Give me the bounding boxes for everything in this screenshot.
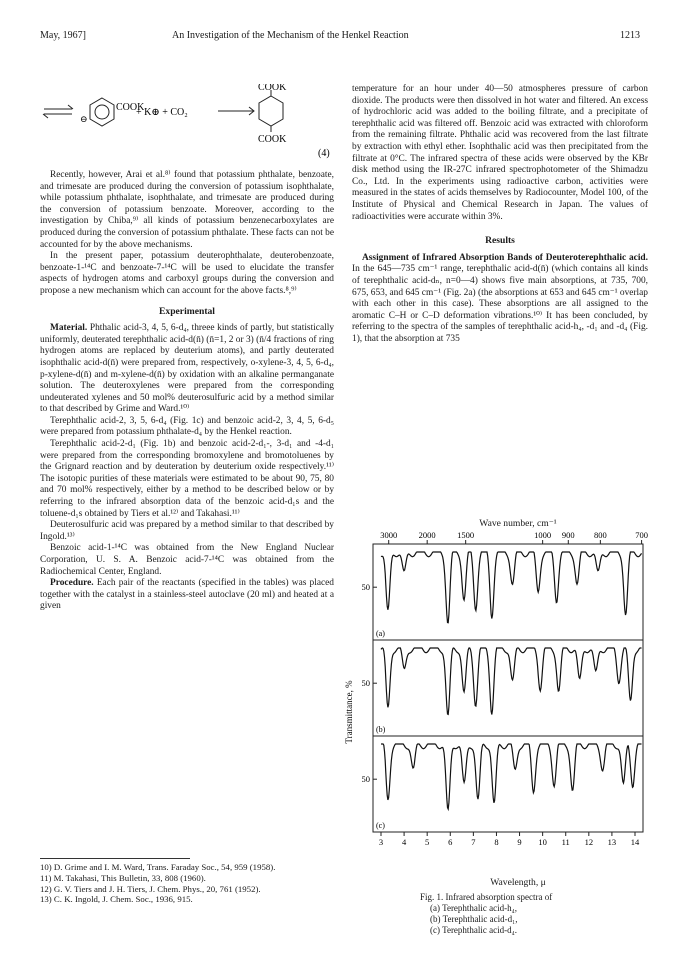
bottom-tick-label: 13 [607,837,617,847]
bottom-tick-label: 11 [561,837,570,847]
reference-item: 13) C. K. Ingold, J. Chem. Soc., 1936, 915. [40,894,193,905]
material-paragraph-3: Terephthalic acid-2-d₁ (Fig. 1b) and benzoic acid-2-d₁-, 3-d₁ and -4-d₁ were prepared from the corresponding bromoxylene and bromotoluenes by the Grignard reaction and by deuteration by deuterium oxide respectively.¹¹⁾ The isotopic purities of these materials were estimated to be about 90, 75, 80 and 70 mol% respectively, either by a method to be described below or by referring to the infrared absorption data of the benzoic acid-d₁s and the toluene-d₁s obtained by Tiers et al.¹²⁾ and Takahasi.¹¹⁾ [40,439,334,519]
sub-bottom-cook: COOK [258,134,287,145]
intro-paragraph-1: Recently, however, Arai et al.⁸⁾ found that potassium phthalate, benzoate, and trimesate are produced during the conversion of potassium isophthalate, while potassium phthalate, isophthalate, and trimesate are produced during the conversion of potassium benzoate. Moreover, according to the investigation by Chiba,⁹⁾ all kinds of potassium benzenecarboxylates are produced during the conversion of potassium phthalate. These facts can not be accounted for by the above mechanisms. [40,170,335,250]
anion-charge: ⊖ [80,114,88,124]
top-tick-label: 3000 [380,532,398,540]
material-paragraph-2: Terephthalic acid-2, 3, 5, 6-d₄ (Fig. 1c) and benzoic acid-2, 3, 4, 5, 6-d₅ were prepared from potassium phthalate-d₄ by the Henkel reaction. [40,415,334,438]
procedure-paragraph [40,578,334,613]
section-heading-experimental: Experimental [159,305,215,317]
bottom-tick-label: 3 [378,837,384,847]
intro-paragraph-2: In the present paper, potassium deuterophthalate, deuterobenzoate, benzoate-1-¹⁴C and benzoate-7-¹⁴C will be used to elucidate the transfer aspects of hydrogen atoms and carboxyl groups during the conversion and propose a new mechanism which can account for the above facts.⁸,⁹⁾ [40,251,334,296]
page-number: 1213 [620,30,640,41]
caption-item-c: (c) Terephthalic acid-d₄. [430,925,518,935]
material-paragraph-5: Benzoic acid-1-¹⁴C was obtained from the New England Nuclear Corporation, U. S. A. Benzoic acid-7-¹⁴C was obtained from the Radiochemical Center, England. [40,543,334,577]
top-tick-label: 800 [593,532,607,540]
bottom-tick-label: 6 [448,837,453,847]
references [40,862,334,905]
figure-top-axis-label: Wave number, cm⁻¹ [479,518,557,529]
material-paragraph [40,323,334,416]
level-50-label: 50 [361,582,370,593]
bottom-tick-label: 5 [425,837,430,847]
bottom-tick-label: 9 [517,837,522,847]
sub-left-cook: COOK [116,102,145,113]
right-column [352,84,648,345]
ir-spectra-figure [338,532,668,877]
top-tick-label: 1000 [534,532,552,540]
assignment-paragraph [352,253,648,346]
top-tick-label: 700 [635,532,648,540]
procedure-run-in-head: Procedure. [50,578,94,589]
running-header-title: An Investigation of the Mechanism of the Henkel Reaction [172,30,409,41]
bottom-tick-label: 12 [584,837,594,847]
level-50-label: 50 [361,678,370,689]
sub-top-cook: COOK [258,84,287,93]
y-axis-label: Transmittance, % [344,680,354,744]
figure-bottom-axis-label: Wavelength, μ [490,877,546,888]
bottom-tick-label: 7 [471,837,476,847]
left-column [40,170,334,613]
reference-item: 10) D. Grime and I. M. Ward, Trans. Faraday Soc., 54, 959 (1958). [40,862,276,872]
procedure-continued: temperature for an hour under 40—50 atmospheres pressure of carbon dioxide. The products were then dissolved in hot water and filtered. An excess of hydrochloric acid was added to the boiling filtrate, and a precipitate of terephthalic acid was filtered off. Benzoic acid was extracted with chloroform from the remaining filtrate. Phthalic acid was recovered from the last filtrate by extraction with ethyl ether. Isophthalic acid was then precipitated from the filtrate at 0°C. The infrared spectra of these acids were observed by the KBr disk method using the IR-27C infrared spectrophotometer of the Shimadzu Co., Ltd. In the experiments using radioactive carbon, activities were measured in the states of acids themselves by Radiocounter, Model 100, of the Institute of Physical and Chemical Research in Japan. The values of radioactivities were accurate within 3%. [352,84,648,222]
material-paragraph-4: Deuterosulfuric acid was prepared by a method similar to that described by Ingold.¹³⁾ [40,520,334,542]
caption-item-b: (b) Terephthalic acid-d₁, [430,914,518,924]
panel-label: (a) [376,629,385,638]
running-header-date: May, 1967] [40,30,87,41]
panel-label: (c) [376,821,385,830]
panel-label: (b) [376,725,386,734]
caption-title: Fig. 1. Infrared absorption spectra of [420,892,553,902]
spectrum-trace [381,552,642,623]
top-tick-label: 2000 [418,532,436,540]
caption-item-a: (a) Terephthalic acid-h₄, [430,903,518,913]
plot-frame [373,544,643,832]
material-text: Phthalic acid-3, 4, 5, 6-d₄, threee kinds of partly, but statistically uniformly, deuterated terephthalic acid-d(n̄) (n̄=1, 2 or 3) (n̄/4 fractions of ring hydrogen atoms are replaced by deuterium atoms), and partly deuterated isophthalic acid-d(n̄) were prepared from, respectively, o-xylene-3, 4, 5, 6-d₄, p-xylene-d(n̄) and m-xylene-d(n̄) by oxidation with an alkaline permanganate solution. The deuteroxylenes were prepared from the corresponding undeuterated xylenes and 50 mol% deuterosulfuric acid by a method similar to that described by Grime and Ward.¹⁰⁾ [40,323,335,415]
procedure-text: Each pair of the reactants (specified in the tables) was placed together with the catalyst in a stainless-steel autoclave (20 ml) and heated at a given [40,578,334,612]
top-tick-label: 900 [561,532,575,540]
material-run-in-head: Material. [50,323,88,334]
reference-item: 11) M. Takahasi, This Bulletin, 33, 808 (1960). [40,872,206,883]
assignment-text: In the 645—735 cm⁻¹ range, terephthalic acid-d(n̄) (which contains all kinds of terephthalic acid-dₙ, n=0—4) shows five main absorptions, at 735, 700, 675, 653, and 645 cm⁻¹ (Fig. 2a) (the absorptions at 653 and 645 cm⁻¹ overlap with each other in this case). These absorptions are all assigned to the aromatic C–H or C–D deformation vibrations.¹⁰⁾ It has been concluded, by referring to the spectra of the samples of terephthalic acid-h₄, -d₁ and -d₄ (Fig. 1), that the absorption at 735 [352,264,648,344]
spectrum-trace [381,744,642,809]
footnote-rule [40,858,190,859]
assignment-run-in-head: Assignment of Infrared Absorption Bands of Deuteroterephthalic acid. [362,252,648,263]
bottom-tick-label: 8 [494,837,499,847]
top-tick-label: 1500 [457,532,475,540]
reaction-equation [40,84,340,166]
bottom-tick-label: 14 [630,837,640,847]
figure-caption [420,892,660,936]
section-heading-results: Results [485,235,515,247]
equation-number: (4) [318,148,330,159]
bottom-tick-label: 10 [538,837,547,847]
bottom-tick-label: 4 [401,837,407,847]
spectrum-trace [381,648,642,715]
reference-item: 12) G. V. Tiers and J. H. Tiers, J. Chem. Phys., 20, 761 (1952). [40,883,261,894]
reactants-text: + K⊕ + CO₂ [136,107,188,118]
level-50-label: 50 [361,774,370,785]
